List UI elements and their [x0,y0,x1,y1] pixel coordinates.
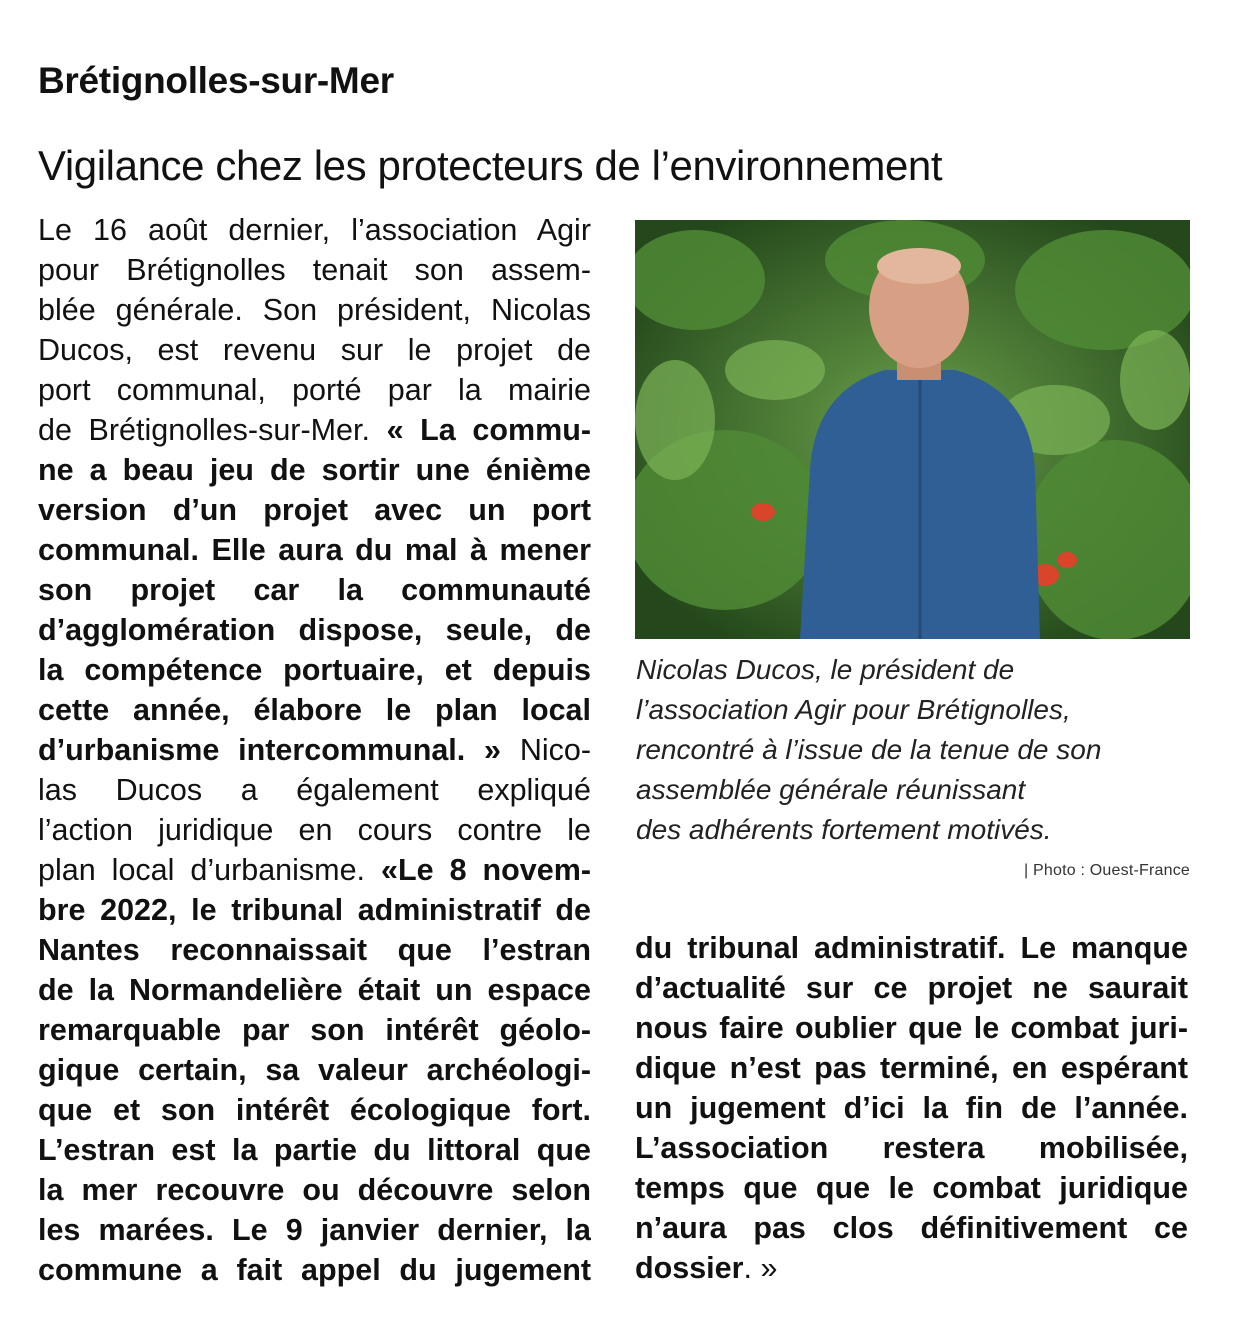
photo-illustration [635,220,1190,639]
text-line [38,210,591,250]
text-quote: n’aura pas clos définitivement ce [635,1211,1188,1245]
text-regular: plan local d’urbanisme. [38,853,382,887]
photo-credit: | Photo : Ouest-France [1024,862,1190,879]
text-line [38,370,591,410]
text-regular: port communal, porté par la mairie [38,373,591,407]
text-line [38,890,591,930]
text-quote: dique n’est pas terminé, en espérant [635,1051,1188,1085]
text-line [38,1010,591,1050]
text-line [38,570,591,610]
text-quote: L’association restera mobilisée, [635,1131,1188,1165]
text-regular: blée générale. Son président, Nicolas [38,293,591,327]
text-regular: Nico- [501,733,591,767]
text-line [38,1210,591,1250]
text-quote: les marées. Le 9 janvier dernier, la [38,1213,591,1247]
article-photo [635,220,1190,639]
caption-line: Nicolas Ducos, le président de [636,654,1015,685]
text-line [38,650,591,690]
text-line [635,1248,1188,1288]
text-quote: commune a fait appel du jugement [38,1253,591,1287]
caption-line: assemblée générale réunissant [636,774,1026,805]
text-line [38,690,591,730]
text-line [38,850,591,890]
kicker-location: Brétignolles-sur-Mer [38,60,394,101]
text-quote: de la Normandelière était un espace [38,973,591,1007]
text-line [38,610,591,650]
text-line [38,330,591,370]
text-regular: pour Brétignolles tenait son assem- [38,253,591,287]
text-quote: L’estran est la partie du littoral que [38,1133,591,1167]
article-column-right [635,928,1188,1288]
text-line [38,1130,591,1170]
text-quote: dossier [635,1251,744,1285]
text-quote: d’actualité sur ce projet ne saurait [635,971,1188,1005]
caption-line: rencontré à l’issue de la tenue de son [636,734,1102,765]
text-quote: Nantes reconnaissait que l’estran [38,933,591,967]
text-line [38,1250,591,1290]
text-regular: l’action juridique en cours contre le [38,813,591,847]
text-regular: . » [743,1251,778,1285]
text-quote: version d’un projet avec un port [38,493,591,527]
text-line [635,968,1188,1008]
text-line [38,770,591,810]
photo-caption [636,650,1196,850]
article-headline: Vigilance chez les protecteurs de l’environnement [38,142,943,189]
text-quote: du tribunal administratif. Le manque [635,931,1188,965]
text-line [38,970,591,1010]
text-quote: ne a beau jeu de sortir une énième [38,453,591,487]
text-line [38,290,591,330]
text-quote: la mer recouvre ou découvre selon [38,1173,591,1207]
text-line [38,250,591,290]
text-line [635,1168,1188,1208]
text-quote: un jugement d’ici la fin de l’année. [635,1091,1188,1125]
text-line [38,490,591,530]
text-regular: de Brétignolles-sur-Mer. [38,413,387,447]
text-quote: communal. Elle aura du mal à mener [38,533,591,567]
text-line [38,1170,591,1210]
text-quote: remarquable par son intérêt géolo- [38,1013,591,1047]
text-quote: que et son intérêt écologique fort. [38,1093,591,1127]
text-line [635,1048,1188,1088]
text-line [38,530,591,570]
text-line [38,450,591,490]
text-regular: Le 16 août dernier, l’association Agir [38,213,591,247]
text-quote: «Le 8 novem- [381,853,591,887]
text-line [38,410,591,450]
text-quote: d’urbanisme intercommunal. » [38,733,502,767]
text-line [38,1050,591,1090]
text-line [635,1208,1188,1248]
caption-line: des adhérents fortement motivés. [636,814,1052,845]
text-line [38,1090,591,1130]
text-line [635,1128,1188,1168]
text-quote: son projet car la communauté [38,573,591,607]
caption-line: l’association Agir pour Brétignolles, [636,694,1071,725]
article-column-left [38,210,591,1290]
text-regular: Ducos, est revenu sur le projet de [38,333,591,367]
text-quote: bre 2022, le tribunal administratif de [38,893,591,927]
text-quote: cette année, élabore le plan local [38,693,591,727]
text-line [38,730,591,770]
text-line [635,1088,1188,1128]
text-quote: la compétence portuaire, et depuis [38,653,591,687]
text-quote: d’agglomération dispose, seule, de [38,613,591,647]
text-quote: gique certain, sa valeur archéologi- [38,1053,591,1087]
text-line [635,928,1188,968]
text-quote: « La commu- [386,413,591,447]
text-line [38,930,591,970]
text-line [38,810,591,850]
text-quote: temps que que le combat juridique [635,1171,1188,1205]
text-regular: las Ducos a également expliqué [38,773,591,807]
text-line [635,1008,1188,1048]
text-quote: nous faire oublier que le combat juri- [635,1011,1188,1045]
